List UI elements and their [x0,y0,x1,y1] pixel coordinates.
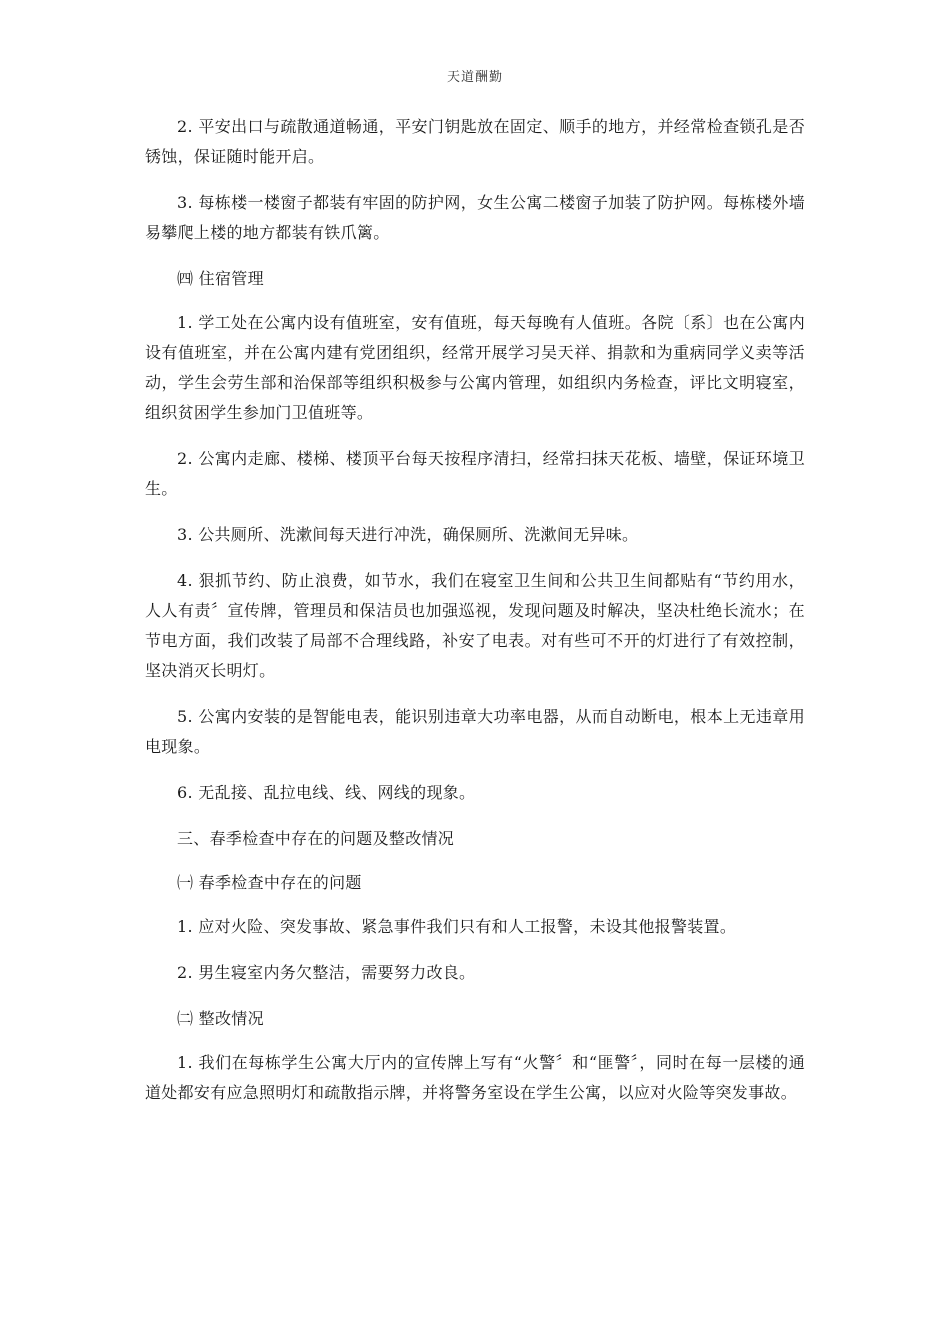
paragraph-cleaning: 2. 公寓内走廊、楼梯、楼顶平台每天按程序清扫，经常扫抹天花板、墙壁，保证环境卫生。 [145,449,805,498]
paragraph-restrooms: 3. 公共厕所、洗漱间每天进行冲洗，确保厕所、洗漱间无异味。 [177,525,639,544]
section-heading-accommodation: ㈣ 住宿管理 [177,269,264,288]
paragraph-duty-room: 1. 学工处在公寓内设有值班室，安有值班，每天每晚有人值班。各院〔系〕也在公寓内设有值班室，并在公寓内建有党团组织，经常开展学习吴天祥、捐款和为重病同学义卖等活动，学生会劳生部和治保部等组织积极参与公寓内管理，如组织内务检查，评比文明寝室，组织贫困学生参加门卫值班等。 [145,313,805,422]
paragraph-dorm-tidiness: 2. 男生寝室内务欠整洁，需要努力改良。 [177,963,476,982]
paragraph-smart-meter: 5. 公寓内安装的是智能电表，能识别违章大功率电器，从而自动断电，根本上无违章用电现象。 [145,707,805,756]
document-body [145,112,805,1124]
paragraph-fire-police-signs: 1. 我们在每栋学生公寓大厅内的宣传牌上写有“火警〞和“匪警〞，同时在每一层楼的通道处都安有应急照明灯和疏散指示牌，并将警务室设在学生公寓，以应对火险等突发事故。 [145,1053,805,1102]
paragraph-wiring: 6. 无乱接、乱拉电线、线、网线的现象。 [177,783,476,802]
paragraph-exit-passage: 2. 平安出口与疏散通道畅通，平安门钥匙放在固定、顺手的地方，并经常检查锁孔是否锈蚀，保证随时能开启。 [145,117,805,166]
paragraph-saving: 4. 狠抓节约、防止浪费，如节水，我们在寝室卫生间和公共卫生间都贴有“节约用水，人人有责〞宣传牌，管理员和保洁员也加强巡视，发现问题及时解决，坚决杜绝长流水；在节电方面，我们改装了局部不合理线路，补安了电表。对有些可不开的灯进行了有效控制，坚决消灭长明灯。 [145,571,805,680]
paragraph-alarm: 1. 应对火险、突发事故、紧急事件我们只有和人工报警，未设其他报警装置。 [177,917,737,936]
subsection-heading-rectification: ㈡ 整改情况 [177,1009,264,1028]
subsection-heading-problems: ㈠ 春季检查中存在的问题 [177,873,362,892]
paragraph-window-guards: 3. 每栋楼一楼窗子都装有牢固的防护网，女生公寓二楼窗子加装了防护网。每栋楼外墙易攀爬上楼的地方都装有铁爪篱。 [145,193,805,242]
page-header: 天道酬勤 [446,70,503,85]
section-heading-problems-rectification: 三、春季检查中存在的问题及整改情况 [177,829,455,848]
